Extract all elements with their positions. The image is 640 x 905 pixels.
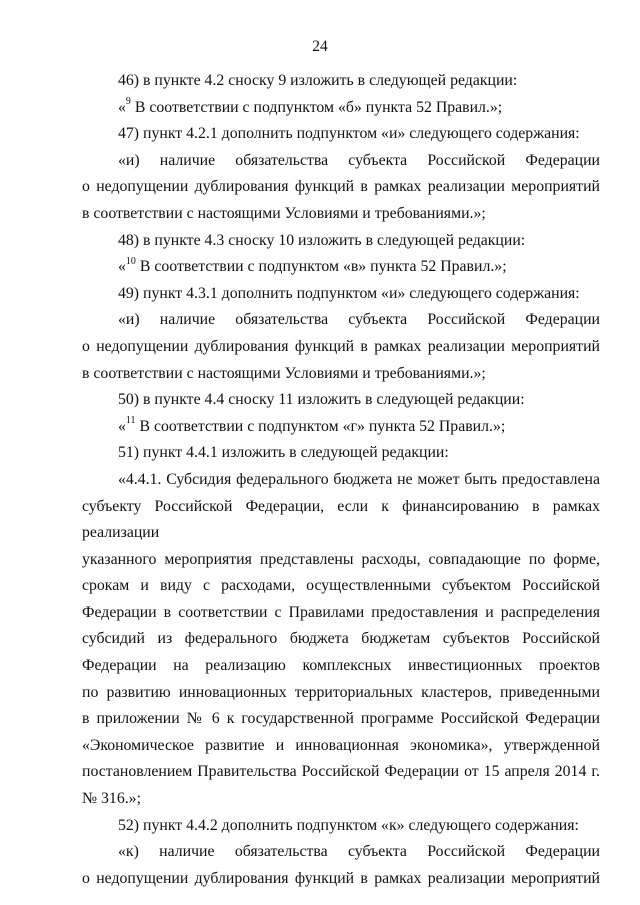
subitem-i-line-3: в соответствии с настоящими Условиями и требованиями.»; — [82, 204, 486, 222]
clause-4-4-1-line-1: «4.4.1. Субсидия федерального бюджета не может быть предоставлена — [118, 470, 600, 488]
paragraph-51: 51) пункт 4.4.1 изложить в следующей редакции: — [118, 444, 449, 462]
word: Федерации — [525, 843, 600, 861]
word: «и) — [118, 311, 140, 329]
document-body — [82, 68, 600, 892]
word: наличие — [159, 311, 216, 329]
clause-4-4-1-line-5: Федерации в соответствии с Правилами предоставления и распределения — [82, 603, 600, 621]
clause-4-4-1-line-8: по развитию инновационных территориальных кластеров, приведенными — [82, 683, 600, 701]
word: Российской — [427, 311, 506, 329]
word: наличие — [159, 151, 216, 169]
footnote-9-text — [82, 95, 600, 122]
clause-4-4-1-line-6: субсидий из федерального бюджета бюджетам субъектов Российской — [82, 630, 600, 648]
open-quote: « — [118, 258, 126, 276]
word: субъекта — [348, 151, 408, 169]
word: обязательства — [235, 151, 329, 169]
subitem-i-2-line-2: о недопущении дублирования функций в рамках реализации мероприятий — [82, 337, 600, 355]
word: Российской — [427, 843, 506, 861]
subitem-k-line-1 — [82, 839, 600, 866]
paragraph-46: 46) в пункте 4.2 сноску 9 изложить в следующей редакции: — [118, 72, 518, 89]
subitem-i-2-line-1 — [82, 307, 600, 334]
footnote-10-body: В соответствии с подпунктом «в» пункта 52 Правил.»; — [135, 258, 507, 276]
subitem-i-2-line-3: в соответствии с настоящими Условиями и требованиями.»; — [82, 364, 486, 382]
clause-4-4-1-line-10: «Экономическое развитие и инновационная экономика», утвержденной — [82, 736, 600, 754]
footnote-10-text — [82, 254, 600, 281]
word: Российской — [427, 151, 506, 169]
footnote-11-marker: 11 — [125, 415, 136, 427]
page-number: 24 — [312, 38, 328, 55]
word: «и) — [118, 151, 140, 169]
open-quote: « — [118, 98, 126, 116]
paragraph-48: 48) в пункте 4.3 сноску 10 изложить в следующей редакции: — [118, 231, 526, 249]
clause-4-4-1-line-9: в приложении № 6 к государственной программе Российской Федерации — [82, 710, 600, 728]
subitem-i-line-1 — [82, 148, 600, 175]
clause-4-4-1-line-4: срокам и виду с расходами, осуществленными субъектом Российской — [82, 577, 600, 595]
word: Федерации — [525, 151, 600, 169]
paragraph-47: 47) пункт 4.2.1 дополнить подпунктом «и» следующего содержания: — [118, 125, 580, 143]
footnote-9-body: В соответствии с подпунктом «б» пункта 52 Правил.»; — [130, 98, 503, 116]
open-quote: « — [118, 417, 126, 435]
footnote-9-marker: 9 — [125, 96, 131, 108]
subitem-i-line-2: о недопущении дублирования функций в рамках реализации мероприятий — [82, 178, 600, 196]
word: обязательства — [235, 311, 329, 329]
subitem-k-line-2: о недопущении дублирования функций в рамках реализации мероприятий — [82, 869, 600, 887]
word: «к) — [118, 843, 139, 861]
clause-4-4-1-line-11: постановлением Правительства Российской Федерации от 15 апреля 2014 г. — [82, 763, 600, 781]
word: Федерации — [525, 311, 600, 329]
clause-4-4-1-line-7: Федерации на реализацию комплексных инвестиционных проектов — [82, 657, 600, 675]
clause-4-4-1-line-2: субъекту Российской Федерации, если к финансированию в рамках реализации — [82, 497, 600, 542]
word: наличие — [159, 843, 215, 861]
word: субъекта — [348, 311, 408, 329]
paragraph-50: 50) в пункте 4.4 сноску 11 изложить в следующей редакции: — [118, 391, 525, 409]
clause-4-4-1-line-3: указанного мероприятия представлены расходы, совпадающие по форме, — [82, 550, 600, 568]
word: субъекта — [347, 843, 407, 861]
clause-4-4-1-line-12: № 316.»; — [82, 790, 141, 808]
word: обязательства — [234, 843, 328, 861]
paragraph-49: 49) пункт 4.3.1 дополнить подпунктом «и» следующего содержания: — [118, 284, 580, 302]
footnote-11-body: В соответствии с подпунктом «г» пункта 52 Правил.»; — [135, 417, 506, 435]
footnote-11-text — [82, 414, 600, 441]
paragraph-52: 52) пункт 4.4.2 дополнить подпунктом «к» следующего содержания: — [118, 816, 579, 834]
footnote-10-marker: 10 — [125, 255, 136, 267]
